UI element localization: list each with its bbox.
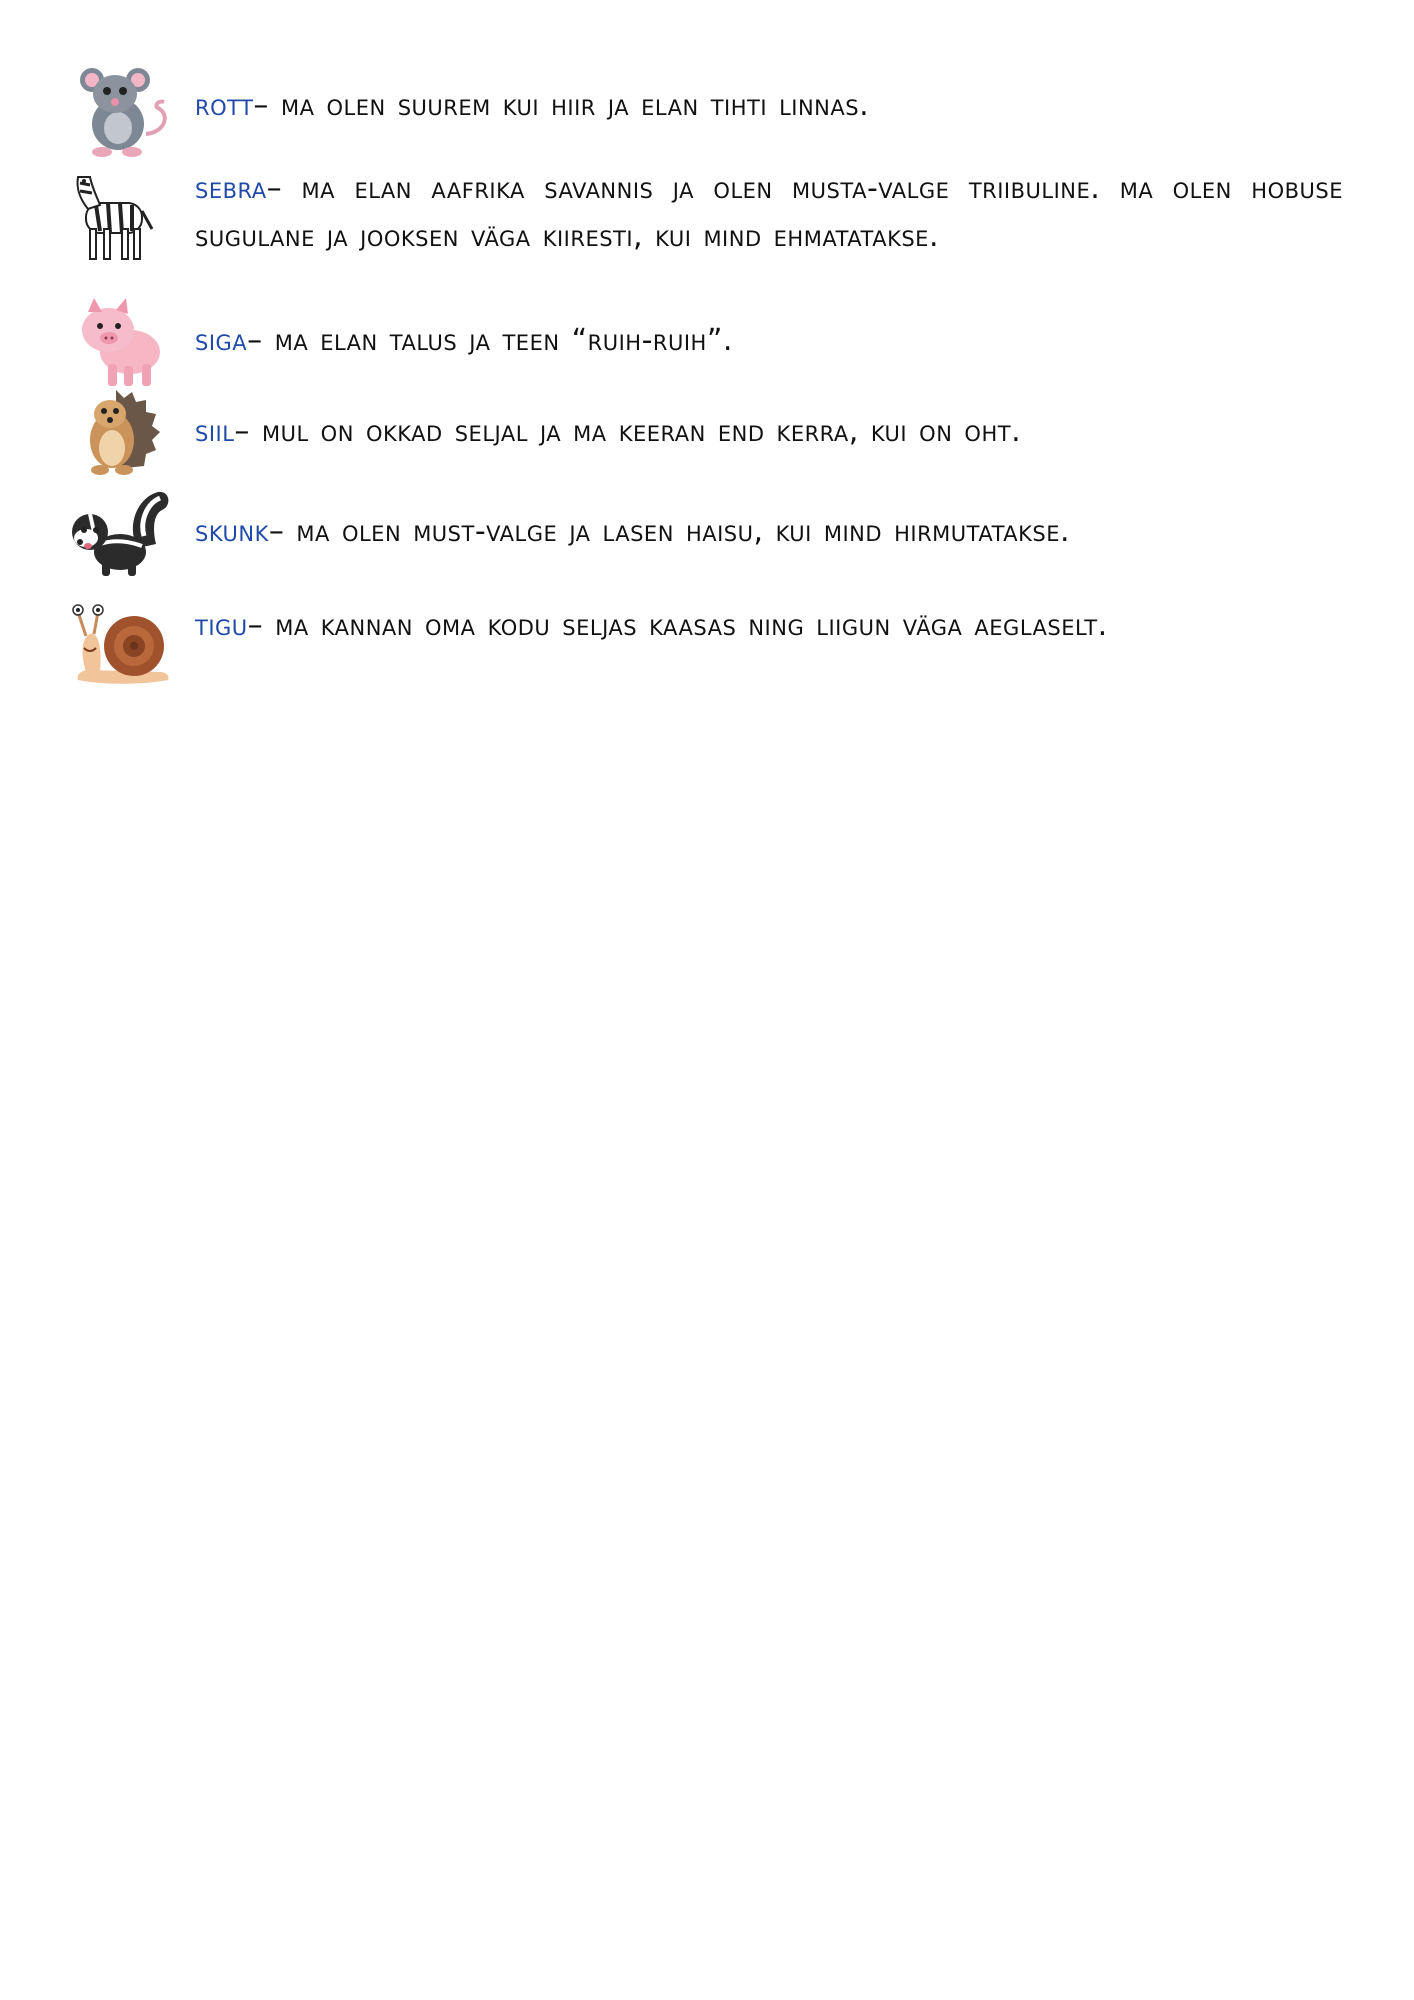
rat-icon — [66, 62, 176, 158]
animal-description: – ma olen must-valge ja lasen haisu, kui mind hirmutatakse. — [268, 514, 1071, 549]
animal-description: – ma kannan oma kodu seljas kaasas ning liigun väga aeglaselt. — [247, 608, 1108, 643]
animal-name: tigu — [195, 608, 248, 643]
zebra-icon — [66, 169, 176, 265]
skunk-icon — [66, 488, 176, 584]
entry-text — [195, 82, 1343, 130]
entry-text — [195, 165, 1343, 261]
pig-icon — [66, 296, 176, 392]
animal-description: – mul on okkad seljal ja ma keeran end kerra, kui on oht. — [234, 414, 1022, 449]
animal-description: – ma elan aafrika savannis ja olen musta-valge triibuline. ma olen hobuse sugulane ja jooksen väga kiiresti, kui mind ehmatatakse. — [195, 171, 1343, 254]
entry-text — [195, 602, 1343, 650]
animal-name: sebra — [195, 171, 267, 206]
animal-name: skunk — [195, 514, 269, 549]
animal-name: siil — [195, 414, 235, 449]
animal-name: siga — [195, 323, 248, 358]
animal-description: – ma elan talus ja teen “ruih-ruih”. — [247, 323, 733, 358]
entry-text — [195, 408, 1343, 456]
animal-name: rott — [195, 88, 254, 123]
entry-text — [195, 317, 1343, 365]
animal-description: – ma olen suurem kui hiir ja elan tihti linnas. — [253, 88, 870, 123]
hedgehog-icon — [66, 384, 176, 480]
entry-text — [195, 508, 1343, 556]
snail-icon — [66, 602, 176, 698]
